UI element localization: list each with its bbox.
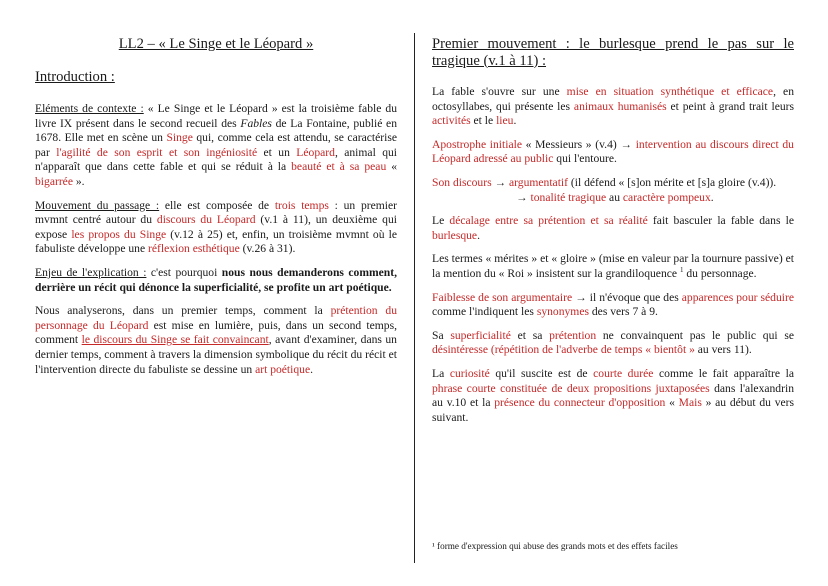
highlight-art-poetique: art poétique [255,362,311,376]
highlight-singe: Singe [166,131,193,145]
problematique: nous nous demanderons comment, derrière un récit qui dénonce la superficialité, se profite un art poétique. [35,265,397,294]
right-paragraph-7: Sa superficialité et sa prétention ne convainquent pas le public qui se désintéresse (répétition de l'adverbe de temps « bientôt » au vers 11). [432,328,794,357]
enjeu-paragraph: Enjeu de l'explication : c'est pourquoi nous nous demanderons comment, derrière un récit qui dénonce la superficialité, se profite un art poétique. [35,265,397,294]
highlight-burlesque: burlesque [432,228,478,242]
right-paragraph-6: Faiblesse de son argumentaire → il n'évoque que des apparences pour séduire comme l'indiquent les synonymes des vers 7 à 9. [432,290,794,319]
highlight-discours-leopard: discours du Léopard [156,213,256,227]
highlight-beaute: beauté et à sa peau [291,160,387,174]
context-label: Eléments de contexte : [35,102,144,115]
highlight-animaux: animaux humanisés [573,99,667,113]
right-paragraph-1: La fable s'ouvre sur une mise en situation synthétique et efficace, en octosyllabes, qui présente les animaux humanisés et peint à grand trait leurs activités et le lieu. [432,85,795,128]
right-paragraph-2: Apostrophe initiale « Messieurs » (v.4) → intervention au discours direct du Léopard adressé au public qui l'entoure. [432,137,794,166]
highlight-son-discours: Son discours [432,175,492,189]
highlight-intervention: intervention au discours direct du Léopard adressé au public [432,137,794,166]
fables-title: Fables [240,116,272,130]
column-divider [414,33,415,563]
footnote: ¹ forme d'expression qui abuse des grands mots et des effets faciles [432,541,678,551]
highlight-curiosite: curiosité [449,366,490,380]
highlight-propos-singe: les propos du Singe [71,227,167,241]
highlight-pretention: prétention du personnage du Léopard [35,304,398,332]
section-heading: Premier mouvement : le burlesque prend le pas sur le tragique (v.1 à 11) : [432,36,794,69]
highlight-caractere: caractère pompeux [622,190,711,204]
highlight-trois-temps: trois temps [274,198,329,212]
right-paragraph-3: Son discours → argumentatif (il défend « [s]on mérite et [s]a gloire (v.4)). [432,175,777,189]
highlight-courte-duree: courte durée [593,366,654,380]
highlight-mais: Mais [678,396,702,410]
highlight-apostrophe: Apostrophe initiale [432,137,522,151]
highlight-faiblesse: Faiblesse de son argumentaire [432,290,573,304]
highlight-mise-en-situation: mise en situation synthétique et efficace [566,85,774,98]
highlight-desinteresse: désintéresse (répétition de l'adverbe de temps « bientôt » [432,343,695,357]
highlight-reflexion: réflexion esthétique [148,242,240,256]
analysis-paragraph: Nous analyserons, dans un premier temps, comment la prétention du personnage du Léopard est mise en lumière, puis, dans un second temps, comment le discours du Singe se fait convaincant, avant d'examiner, dans un dernier temps, comment à travers la dimension symbolique du récit du récit et l'intervention directe du fabuliste se dessine un art poétique. [35,304,398,376]
highlight-lieu: lieu [496,114,514,128]
footnote-marker: 1 [679,266,684,275]
highlight-activites: activités [432,114,471,128]
intro-heading: Introduction : [35,69,115,85]
highlight-phrase-courte: phrase courte constituée de deux propositions juxtaposées [432,381,710,395]
context-paragraph: Eléments de contexte : « Le Singe et le Léopard » est la troisième fable du livre IX présent dans le second recueil des Fables de La Fontaine, publié en 1678. Elle met en scène un Singe qui, comme cela est attendu, se caractérise par l'agilité de son esprit et son ingéniosité et un Léopard, animal qui n'apparaît que dans cette fable et qui se réduit à la beauté et à sa peau « bigarrée ». [35,102,398,188]
movement-label: Mouvement du passage : [35,198,160,212]
highlight-presence-connecteur: présence du connecteur d'opposition [494,396,666,410]
highlight-bigarree: bigarrée [35,174,73,188]
right-paragraph-8: La curiosité qu'il suscite est de courte durée comme le fait apparaître la phrase courte constituée de deux propositions juxtaposées dans l'alexandrin au v.10 et la présence du connecteur d'opposition « Mais » au début du vers suivant. [432,366,795,424]
highlight-argumentatif: argumentatif [508,175,569,189]
document-title: LL2 – « Le Singe et le Léopard » [118,36,314,52]
highlight-tonalite: tonalité tragique [530,190,607,204]
right-column [432,36,794,434]
highlight-leopard: Léopard [296,145,335,159]
highlight-apparences: apparences pour séduire [681,290,794,304]
left-column [35,36,397,386]
highlight-decalage: décalage entre sa prétention et sa réalité [449,214,648,228]
highlight-discours-singe: le discours du Singe se fait convaincant [81,333,269,347]
highlight-superficialite: superficialité [450,328,511,342]
highlight-pretention-right: prétention [549,328,597,342]
right-paragraph-3-sub: → tonalité tragique au caractère pompeux. [516,190,714,204]
highlight-agilite: l'agilité de son esprit et son ingéniosité [56,145,258,159]
enjeu-label: Enjeu de l'explication : [35,265,147,279]
movement-paragraph: Mouvement du passage : elle est composée de trois temps : un premier mvmnt centré autour du discours du Léopard (v.1 à 11), un deuxième qui expose les propos du Singe (v.12 à 25) et, enfin, un troisième mvmnt où le fabuliste développe une réflexion esthétique (v.26 à 31). [35,198,398,256]
right-paragraph-4: Le décalage entre sa prétention et sa réalité fait basculer la fable dans le burlesque. [432,214,794,242]
highlight-synonymes: synonymes [536,305,589,319]
right-paragraph-5: Les termes « mérites » et « gloire » (mise en valeur par la tournure passive) et la mention du « Roi » insistent sur la grandiloquence $^1$ du personnage. [432,252,794,280]
